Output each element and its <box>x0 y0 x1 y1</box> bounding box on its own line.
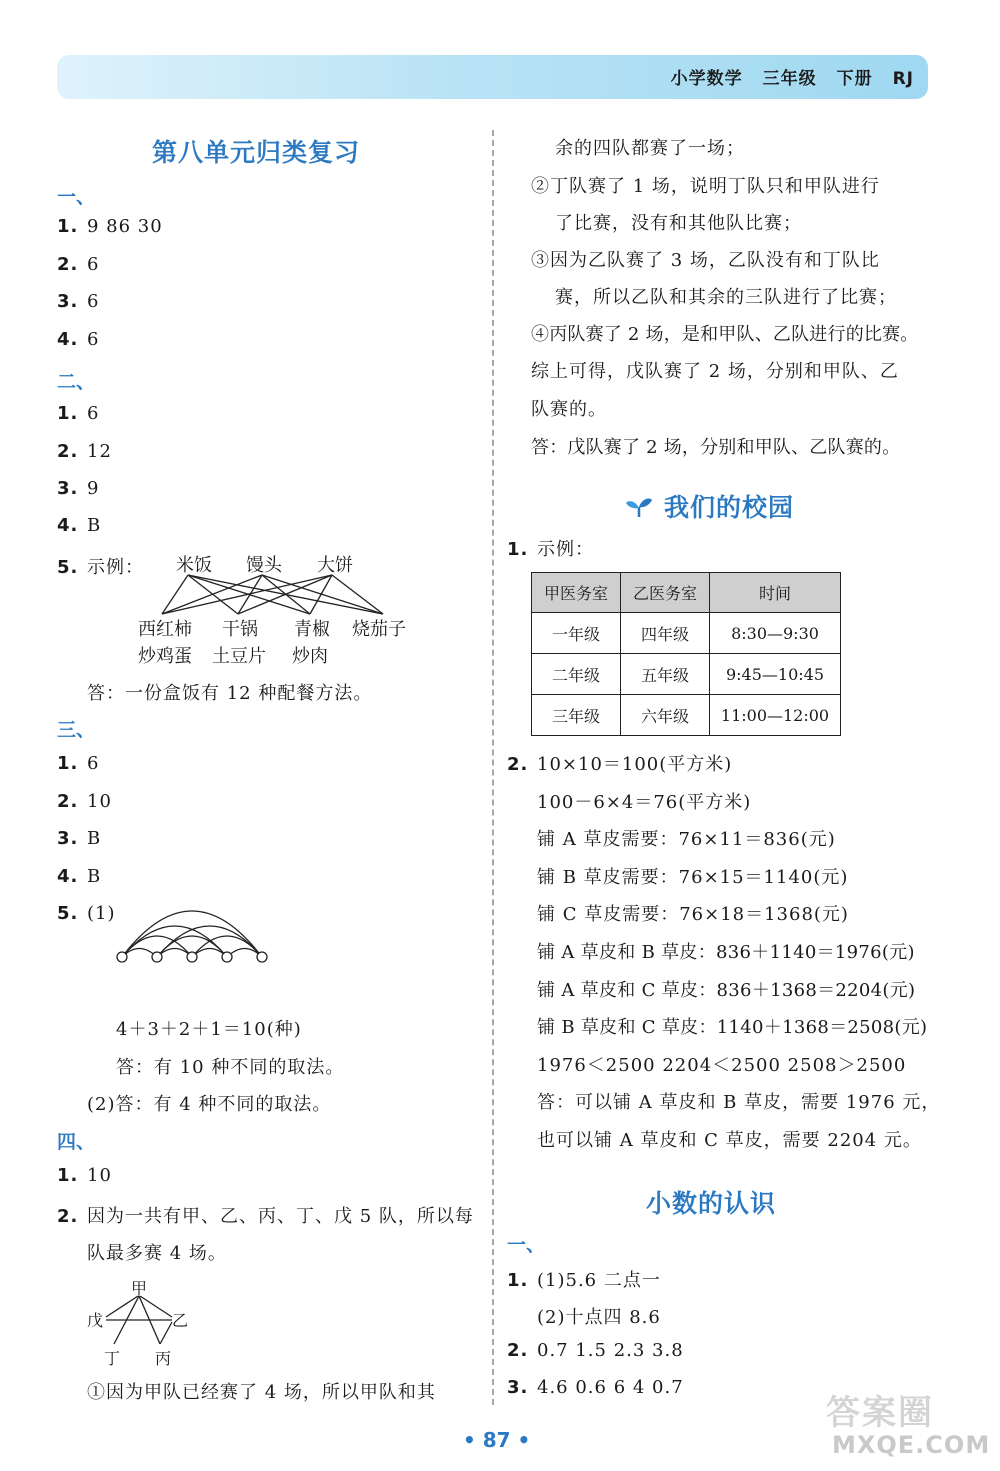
header-edition: RJ <box>892 69 914 89</box>
item-text: 10 <box>87 791 112 812</box>
item-text: B <box>87 866 102 887</box>
item-text: 12 <box>87 441 112 462</box>
item-text: 6 <box>87 291 100 312</box>
answer-line: 铺 A 草皮和 C 草皮：836＋1368＝2204(元) <box>537 980 916 1001</box>
left-section-title: 第八单元归类复习 <box>152 138 361 167</box>
item-number: 5. <box>57 903 79 924</box>
item-number: 5. <box>57 557 79 578</box>
answer-line: 1976＜2500 2204＜2500 2508＞2500 <box>537 1055 907 1076</box>
watermark-top-text: 答案圈 <box>826 1393 934 1433</box>
item-text: 10 <box>87 1165 112 1186</box>
item-text: 9 86 30 <box>87 216 163 237</box>
answer-line: 也可以铺 A 草皮和 C 草皮，需要 2204 元。 <box>537 1130 922 1151</box>
dish-label: 土豆片 <box>212 646 266 667</box>
item-number: 3. <box>57 828 79 849</box>
decimal-section-title: 小数的认识 <box>646 1189 777 1218</box>
team-label: 丁 <box>104 1349 121 1368</box>
dish-label: 干锅 <box>222 619 258 640</box>
dish-label: 炒肉 <box>292 646 328 667</box>
item-number: 2. <box>57 254 79 275</box>
item-text: 示例： <box>537 539 594 560</box>
answer-line <box>507 1340 684 1361</box>
item-text: 因为一共有甲、乙、丙、丁、戊 5 队，所以每 <box>87 1206 474 1227</box>
table-cell: 9:45—10:45 <box>710 654 841 695</box>
item-number: 1. <box>507 539 529 560</box>
item-number: 2. <box>57 441 79 462</box>
answer-line: 队赛的。 <box>531 399 607 420</box>
item-number: 1. <box>57 216 79 237</box>
table-header-cell: 时间 <box>710 573 841 613</box>
schedule-table <box>531 572 841 736</box>
item-text: 4.6 0.6 6 4 0.7 <box>537 1377 684 1398</box>
table-cell: 一年级 <box>532 613 621 654</box>
header-grade: 三年级 <box>762 69 817 89</box>
answer-line: ③因为乙队赛了 3 场，乙队没有和丁队比 <box>531 250 880 271</box>
item-number: 1. <box>507 1270 529 1291</box>
part4-label: 四、 <box>57 1131 96 1153</box>
part3-label: 三、 <box>57 719 96 741</box>
watermark-url: MXQE.COM <box>832 1431 991 1459</box>
answer-line: (2)十点四 8.6 <box>537 1307 661 1328</box>
answer-line: 答：可以铺 A 草皮和 B 草皮，需要 1976 元， <box>537 1092 941 1113</box>
item-text: B <box>87 828 102 849</box>
item-text: (1) <box>87 903 116 924</box>
sprout-icon <box>625 495 653 519</box>
team-label: 乙 <box>172 1311 189 1330</box>
team-label: 丙 <box>155 1349 172 1368</box>
table-row <box>532 654 841 695</box>
answer-line: ②丁队赛了 1 场，说明丁队只和甲队进行 <box>531 176 880 197</box>
dish-label: 炒鸡蛋 <box>138 646 192 667</box>
item-text: 9 <box>87 478 100 499</box>
answer-line: 答：一份盒饭有 12 种配餐方法。 <box>87 683 373 704</box>
answer-line <box>507 750 732 776</box>
food-label: 米饭 <box>176 555 212 576</box>
item-number: 1. <box>57 1165 79 1186</box>
part2-label: 二、 <box>57 371 96 393</box>
answer-line: 铺 B 草皮和 C 草皮：1140＋1368＝2508(元) <box>537 1017 928 1038</box>
header-volume: 下册 <box>836 69 873 89</box>
answer-line: 铺 A 草皮需要：76×11＝836(元) <box>537 829 836 850</box>
table-row <box>532 613 841 654</box>
table-row <box>532 695 841 736</box>
item-text: 10×10＝100(平方米) <box>537 754 733 775</box>
table-cell: 二年级 <box>532 654 621 695</box>
answer-line: 4＋3＋2＋1＝10(种) <box>116 1019 302 1040</box>
answer-line: 答：有 10 种不同的取法。 <box>116 1057 345 1078</box>
table-cell: 四年级 <box>621 613 710 654</box>
item-number: 2. <box>507 754 529 775</box>
table-header-row <box>532 573 841 613</box>
item-number: 3. <box>57 291 79 312</box>
answer-line: 了比赛，没有和其他队比赛； <box>555 213 802 234</box>
food-label: 馒头 <box>246 555 282 576</box>
table-cell: 五年级 <box>621 654 710 695</box>
dish-label: 西红柿 <box>138 619 192 640</box>
answer-line: 余的四队都赛了一场； <box>555 138 745 159</box>
item-number: 2. <box>57 791 79 812</box>
item-text: 0.7 1.5 2.3 3.8 <box>537 1340 684 1361</box>
table-header-cell: 甲医务室 <box>532 573 621 613</box>
item-text: 6 <box>87 254 100 275</box>
answer-line: 铺 B 草皮需要：76×15＝1140(元) <box>537 867 849 888</box>
answer-line: 赛，所以乙队和其余的三队进行了比赛； <box>555 287 897 308</box>
table-cell: 8:30—9:30 <box>710 613 841 654</box>
answer-line: ①因为甲队已经赛了 4 场，所以甲队和其 <box>87 1382 436 1403</box>
answer-line: 综上可得，戊队赛了 2 场，分别和甲队、乙 <box>531 361 899 382</box>
campus-section-title: 我们的校园 <box>664 493 795 522</box>
answer-line: 队最多赛 4 场。 <box>87 1243 227 1264</box>
page-number: • 87 • <box>463 1428 531 1452</box>
answer-line: 铺 A 草皮和 B 草皮：836＋1140＝1976(元) <box>537 942 915 963</box>
item-number: 2. <box>507 1340 529 1361</box>
item-number: 4. <box>57 866 79 887</box>
answer-line <box>507 1266 661 1292</box>
item-number: 3. <box>57 478 79 499</box>
header-subject: 小学数学 <box>670 69 743 89</box>
item-text: 6 <box>87 753 100 774</box>
item-number: 1. <box>57 403 79 424</box>
team-label: 甲 <box>131 1279 148 1298</box>
item-text: 示例： <box>87 557 144 578</box>
item-number: 4. <box>57 515 79 536</box>
dish-label: 青椒 <box>294 619 330 640</box>
answer-line: (2)答：有 4 种不同的取法。 <box>87 1094 332 1115</box>
item-text: B <box>87 515 102 536</box>
item-text: 6 <box>87 403 100 424</box>
table-cell: 三年级 <box>532 695 621 736</box>
answer-line <box>507 1377 684 1398</box>
part1-label: 一、 <box>57 186 96 208</box>
answer-line: 答：戊队赛了 2 场，分别和甲队、乙队赛的。 <box>531 437 901 458</box>
watermark-logo <box>826 1385 990 1463</box>
table-cell: 11:00—12:00 <box>710 695 841 736</box>
item-number: 3. <box>507 1377 529 1398</box>
answer-line: ④丙队赛了 2 场，是和甲队、乙队进行的比赛。 <box>531 324 919 345</box>
item-number: 2. <box>57 1206 79 1227</box>
decimal-part1-label: 一、 <box>507 1234 546 1256</box>
team-label: 戊 <box>87 1311 104 1330</box>
table-header-cell: 乙医务室 <box>621 573 710 613</box>
answer-line: 100－6×4＝76(平方米) <box>537 792 752 813</box>
item-text: (1)5.6 二点一 <box>537 1270 661 1291</box>
answer-line: 铺 C 草皮需要：76×18＝1368(元) <box>537 904 849 925</box>
food-label: 大饼 <box>317 555 353 576</box>
item-text: 6 <box>87 329 100 350</box>
dish-label: 烧茄子 <box>352 619 406 640</box>
item-number: 1. <box>57 753 79 774</box>
item-number: 4. <box>57 329 79 350</box>
table-cell: 六年级 <box>621 695 710 736</box>
answer-line <box>507 535 594 561</box>
